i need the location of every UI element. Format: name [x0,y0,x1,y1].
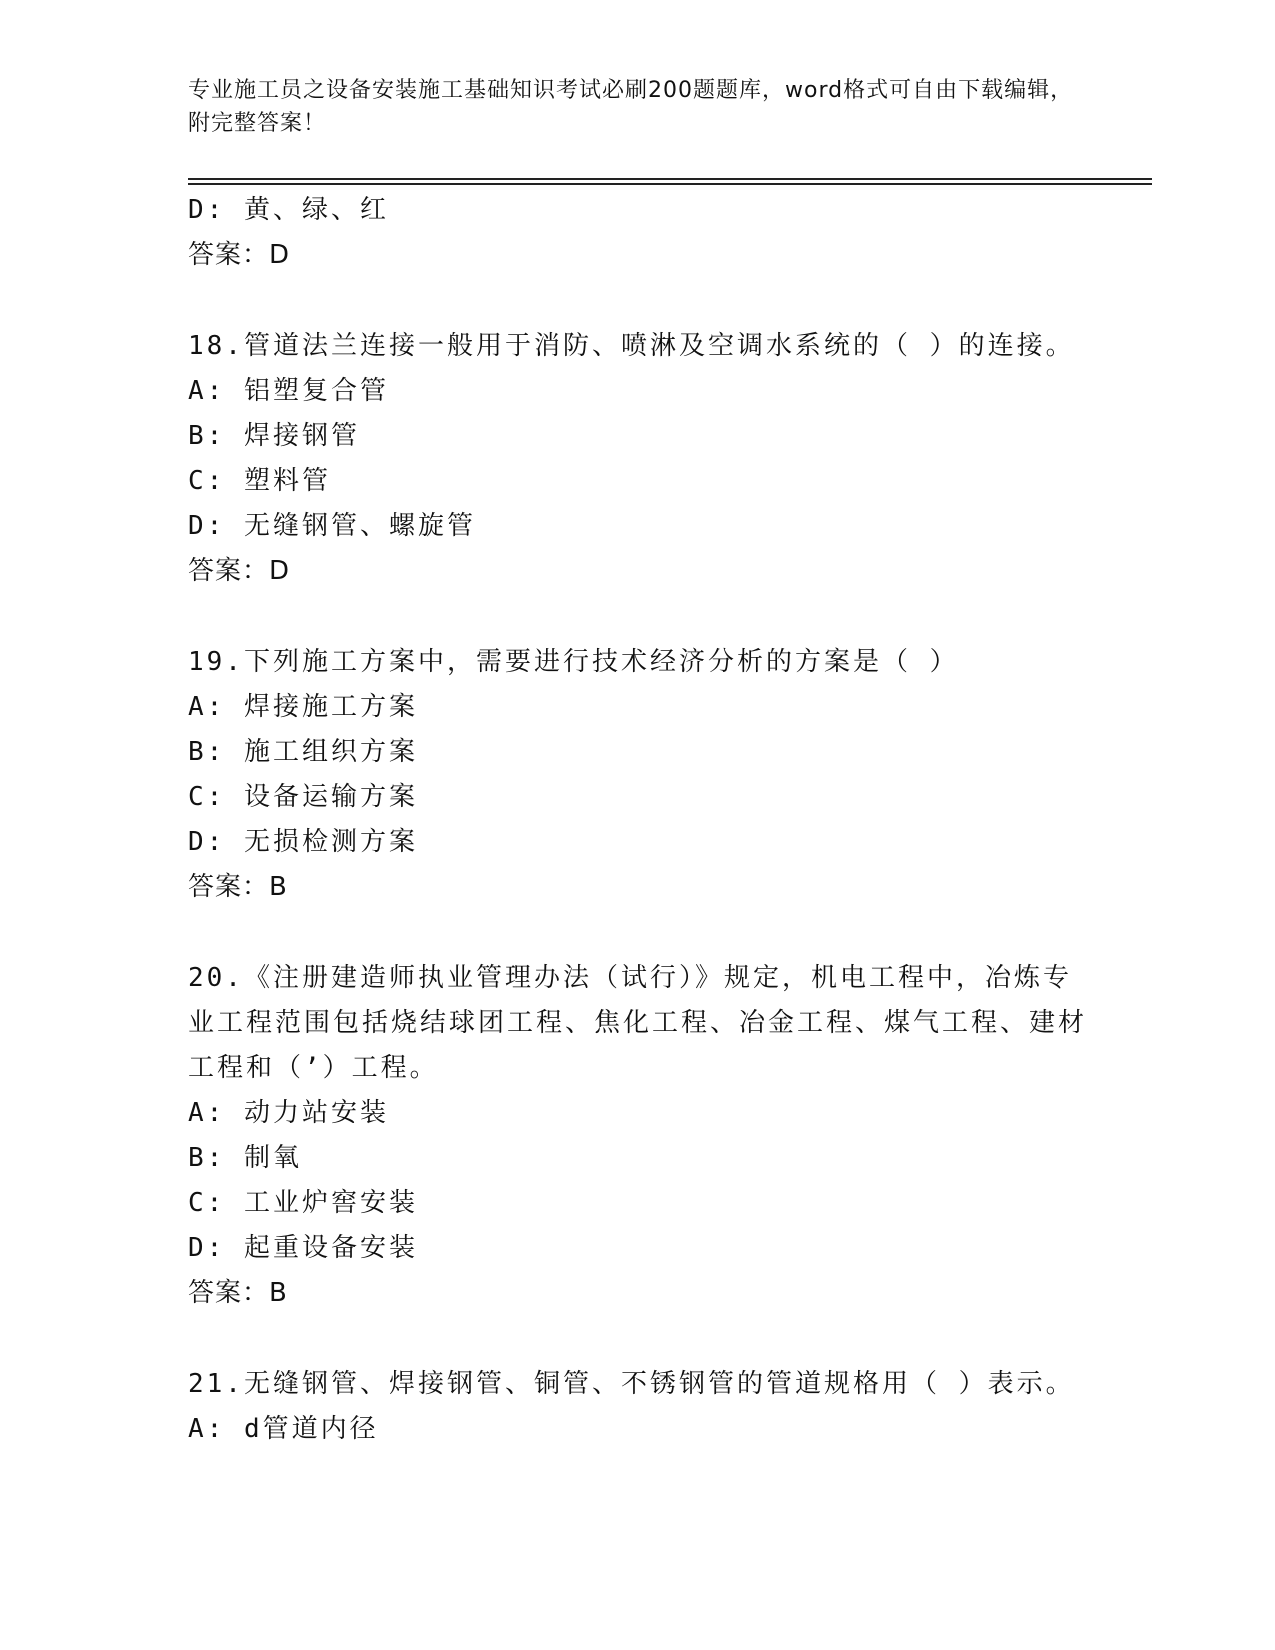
question-text: 18.管道法兰连接一般用于消防、喷淋及空调水系统的（ ）的连接。 [188,331,1075,361]
question-20 [188,956,1088,1316]
option-c: C: 塑料管 [188,466,331,496]
answer: 答案：B [188,872,288,902]
question-list [188,188,1088,1452]
question-21 [188,1362,1088,1452]
answer: 答案：B [188,1278,288,1308]
answer: 答案：D [188,240,291,270]
option-a: A: 铝塑复合管 [188,376,389,406]
option-b: B: 制氧 [188,1143,302,1173]
option-a: A: d管道内径 [188,1414,379,1444]
option-d: D: 无缝钢管、螺旋管 [188,511,476,541]
option-c: C: 设备运输方案 [188,782,418,812]
spacer [188,278,1088,324]
option-a: A: 动力站安装 [188,1098,389,1128]
option-d: D: 无损检测方案 [188,827,418,857]
option-d: D: 黄、绿、红 [188,195,389,225]
question-text: 21.无缝钢管、焊接钢管、铜管、不锈钢管的管道规格用（ ）表示。 [188,1369,1075,1399]
option-c: C: 工业炉窖安装 [188,1188,418,1218]
spacer [188,910,1088,956]
question-text: 19.下列施工方案中，需要进行技术经济分析的方案是（ ） [188,647,959,677]
option-a: A: 焊接施工方案 [188,692,418,722]
header-rule-bottom [188,183,1152,185]
header-rule-top [188,178,1152,180]
spacer [188,594,1088,640]
answer: 答案：D [188,556,291,586]
question-19 [188,640,1088,910]
option-b: B: 施工组织方案 [188,737,418,767]
question-text: 20.《注册建造师执业管理办法（试行）》规定，机电工程中，冶炼专业工程范围包括烧结球团工程、焦化工程、冶金工程、煤气工程、建材工程和（’）工程。 [188,963,1088,1083]
page-header: 专业施工员之设备安装施工基础知识考试必刷200题题库，word格式可自由下载编辑，附完整答案！ [188,78,1074,136]
spacer [188,1316,1088,1362]
question-18 [188,324,1088,594]
option-d: D: 起重设备安装 [188,1233,418,1263]
option-b: B: 焊接钢管 [188,421,360,451]
